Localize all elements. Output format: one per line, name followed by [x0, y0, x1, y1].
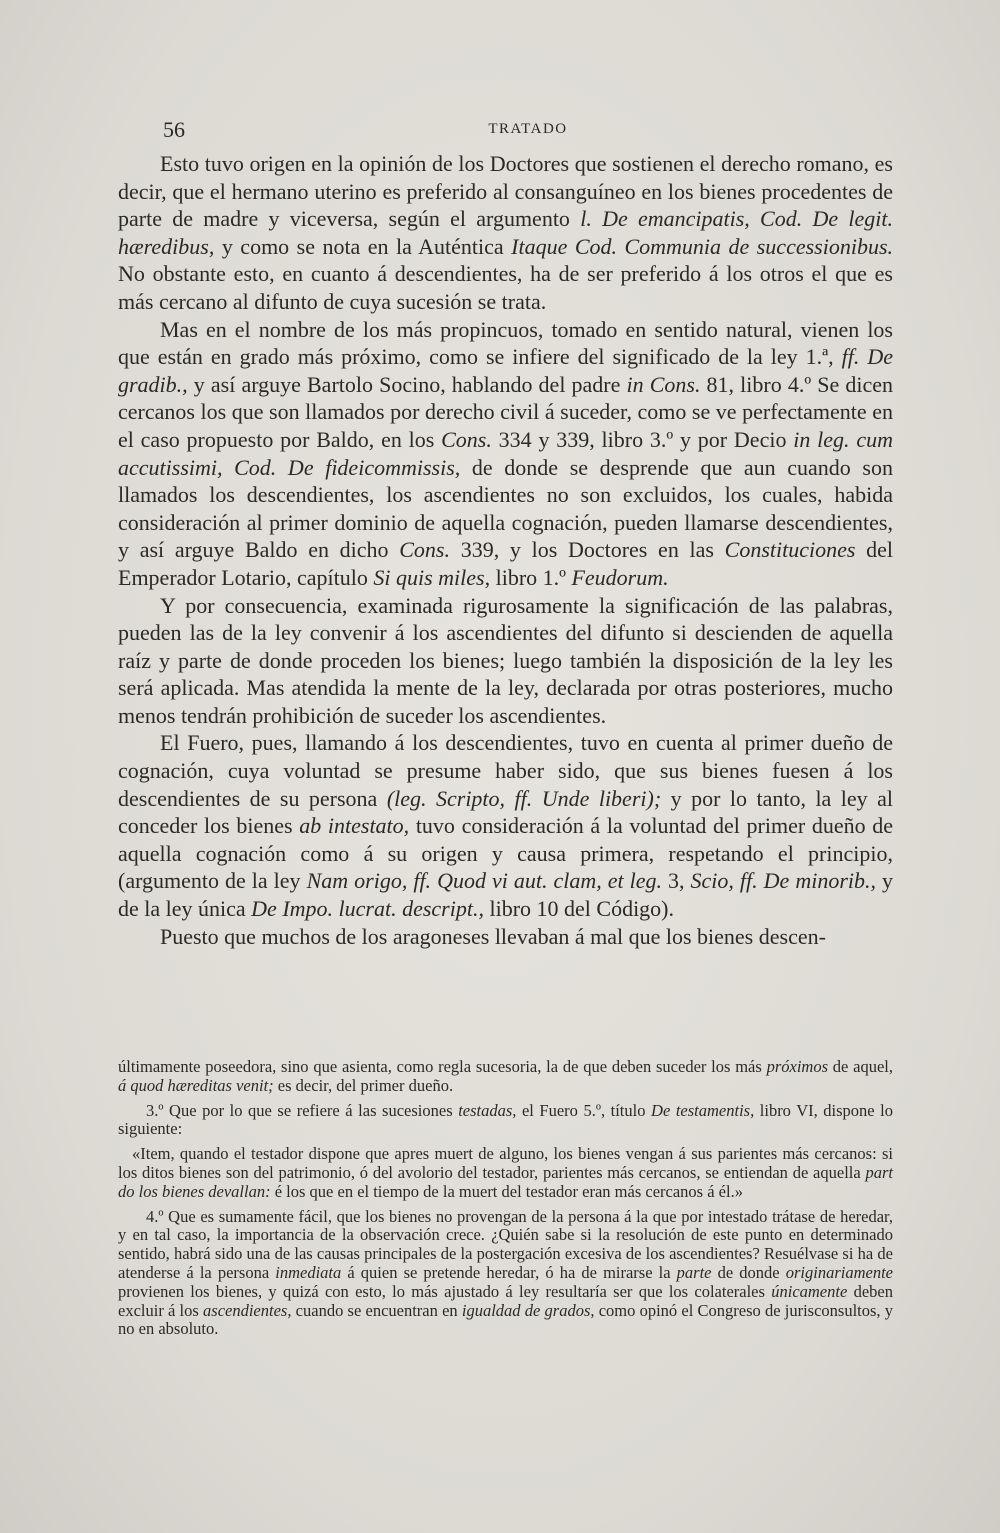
- text-run: 339, y los Doctores en las: [450, 537, 725, 563]
- text-run: No obstante esto, en cuanto á descendientes, ha de ser preferido á los otros el que es más cercano al difunto de cuya sucesión se trata.: [118, 261, 893, 314]
- text-run: cuando se encuentran en: [291, 1300, 462, 1320]
- text-run: libro 1.º: [490, 564, 572, 590]
- paragraph: [118, 316, 893, 592]
- text-run: Mas en el nombre de los más propincuos, tomado en sentido natural, vienen los que están en grado más próximo, como se infiere del significado de la ley 1.ª,: [118, 316, 893, 370]
- text-run: y por lo tanto, la ley al conceder los bienes: [118, 785, 894, 839]
- text-run: como opinó el Congreso de jurisconsultos, y no en absoluto.: [118, 1300, 894, 1339]
- text-run: del Emperador Lotario, capítulo: [118, 537, 893, 590]
- emphasis: De testamentis,: [651, 1100, 755, 1120]
- citation: l. De emancipatis, Cod. De legit. hæredibus,: [118, 206, 893, 259]
- text-run: 81, libro 4.º Se dicen cercanos los que son llamados por derecho civil á suceder, como se ve perfectamente en el caso propuesto por Baldo, en los: [118, 371, 893, 452]
- citation: Cons.: [441, 426, 492, 452]
- text-run: y como se nota en la Auténtica: [214, 233, 512, 259]
- emphasis: igualdad de grados,: [461, 1300, 595, 1320]
- emphasis: únicamente: [771, 1281, 848, 1301]
- text-run: deben excluir á los: [118, 1281, 893, 1320]
- citation: Nam origo, ff. Quod vi aut. clam, et leg.: [306, 868, 663, 894]
- text-run: é los que en el tiempo de la muert del testador eran más cercanos á él.»: [270, 1181, 743, 1201]
- text-run: «Item, quando el testador dispone que apres muert de alguno, los bienes vengan á sus parientes más cercanos: si los ditos bienes son del patrimonio, ó del avolorio del testador, parientes más cercanos, se entiendan de aquella: [118, 1144, 893, 1182]
- citation: ff. De gradib.,: [118, 344, 893, 397]
- emphasis: part do los bienes devallan:: [118, 1162, 893, 1201]
- text-run: Esto tuvo origen en la opinión de los Doctores que sostienen el derecho romano, es decir, que el hermano uterino es preferido al consanguíneo en los bienes procedentes de parte de madre y viceversa, según el argumento: [118, 151, 893, 232]
- citation: Si quis miles,: [373, 564, 491, 590]
- footnotes: [118, 1058, 893, 1345]
- paragraph: [118, 923, 893, 951]
- text-run: Puesto que muchos de los aragoneses llevaban á mal que los bienes descen-: [160, 923, 826, 949]
- emphasis: próximos: [766, 1057, 828, 1076]
- paragraph: [118, 150, 893, 316]
- running-title: TRATADO: [488, 121, 568, 137]
- footnote: [118, 1102, 893, 1140]
- text-run: libro VI, dispone lo siguiente:: [118, 1100, 894, 1139]
- emphasis: originariamente: [785, 1262, 893, 1282]
- text-run: 334 y 339, libro 3.º y por Decio: [491, 426, 794, 452]
- text-run: de aquel,: [828, 1057, 893, 1076]
- text-run: últimamente poseedora, sino que asienta, como regla sucesoria, la de que deben suceder los más: [118, 1057, 767, 1076]
- paragraph: [118, 729, 893, 922]
- main-text: [118, 150, 893, 950]
- citation: in Cons.: [626, 371, 701, 397]
- page-number: 56: [163, 117, 185, 142]
- citation: Feudorum.: [571, 564, 669, 590]
- text-run: El Fuero, pues, llamando á los descendientes, tuvo en cuenta al primer dueño de cognación, cuya voluntad se presume haber sido, que sus bienes fuesen á los descendientes de su persona: [118, 730, 893, 811]
- text-run: 3,: [662, 868, 691, 894]
- text-run: es decir, del primer dueño.: [273, 1075, 454, 1095]
- text-run: y así arguye Bartolo Socino, hablando del padre: [187, 371, 627, 397]
- footnote-quote: [118, 1145, 893, 1201]
- footnote: [118, 1058, 893, 1096]
- emphasis: á quod hæreditas venit;: [118, 1075, 274, 1095]
- citation: De Impo. lucrat. descript.,: [251, 896, 484, 922]
- emphasis: parte: [676, 1262, 712, 1282]
- citation: Cons.: [399, 537, 450, 563]
- paragraph: [118, 592, 893, 730]
- emphasis: testadas,: [458, 1100, 517, 1120]
- text-run: el Fuero 5.º, título: [516, 1100, 652, 1120]
- text-run: de donde: [711, 1262, 786, 1282]
- text-run: provienen los bienes, y quizá con esto, lo más ajustado á ley resultaría ser que los colaterales: [118, 1281, 772, 1301]
- citation: in leg. cum accutissimi, Cod. De fideicommissis,: [118, 426, 893, 480]
- text-run: á quien se pretende heredar, ó ha de mirarse la: [341, 1262, 677, 1282]
- text-run: 3.º Que por lo que se refiere á las sucesiones: [146, 1100, 459, 1120]
- citation: (leg. Scripto, ff. Unde liberi);: [386, 785, 662, 811]
- text-run: de donde se desprende que aun cuando son llamados los descendientes, los ascendientes no son excluidos, los cuales, habida consideración al primer dominio de aquella cognación, pueden llamarse descendientes, y así arguye Baldo en dicho: [118, 454, 893, 563]
- text-run: 4.º Que es sumamente fácil, que los bienes no provengan de la persona á la que por intestado trátase de heredar, y en tal caso, la importancia de la observación crece. ¿Quién sabe si la resolución de este punto en determinado sentido, habrá sido una de las causas principales de la postergación excesiva de los ascendientes? Resuélvase si ha de atenderse á la persona: [118, 1206, 893, 1282]
- citation: Constituciones: [724, 537, 856, 563]
- citation: Itaque Cod. Communia de successionibus.: [511, 233, 894, 259]
- emphasis: inmediata: [275, 1262, 342, 1282]
- text-run: tuvo consideración á la voluntad del primer dueño de aquella cognación como á su origen y causa primera, respetando el principio, (argumento de la ley: [118, 813, 894, 894]
- running-head: [163, 117, 893, 143]
- text-run: libro 10 del Código).: [483, 896, 675, 922]
- footnote: [118, 1208, 893, 1340]
- citation: Scio, ff. De minorib.,: [690, 868, 877, 894]
- text-run: y de la ley única: [118, 868, 894, 922]
- citation: ab intestato,: [299, 813, 410, 839]
- emphasis: ascendientes,: [203, 1300, 292, 1320]
- text-run: Y por consecuencia, examinada rigurosamente la significación de las palabras, pueden las de la ley convenir á los ascendientes del difunto si descienden de aquella raíz y parte de donde proceden los bienes; luego también la disposición de la ley les será aplicada. Mas atendida la mente de la ley, declarada por otras posteriores, mucho menos tendrán prohibición de suceder los ascendientes.: [118, 592, 893, 728]
